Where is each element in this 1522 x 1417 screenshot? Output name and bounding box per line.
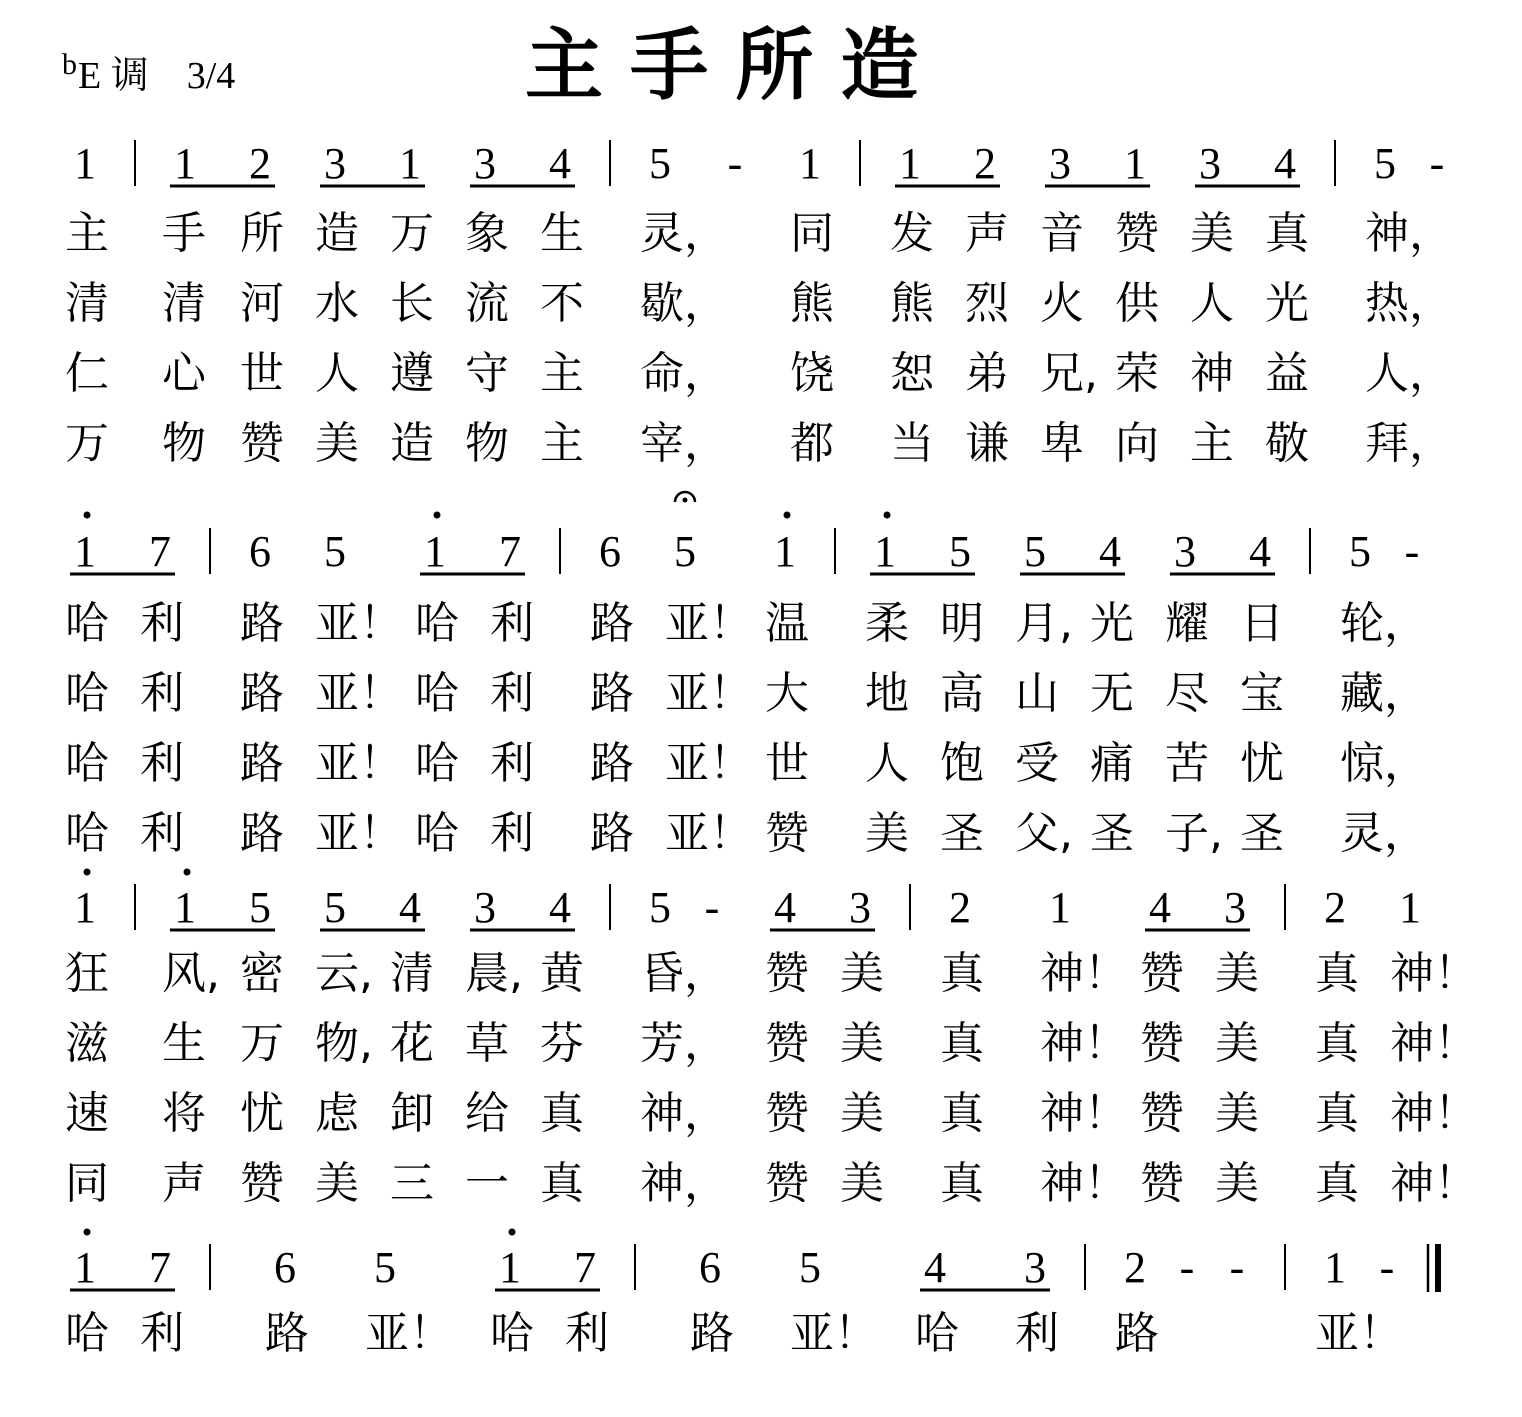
- notes-row: [74, 527, 1419, 576]
- lyric-syllable: 柔: [865, 598, 909, 649]
- lyric-syllable: 三: [390, 1158, 434, 1209]
- lyric-syllable: 益: [1265, 348, 1309, 399]
- note: 4: [1149, 883, 1171, 932]
- note: 2: [949, 883, 971, 932]
- note: 1: [899, 139, 921, 188]
- note: 6: [249, 527, 271, 576]
- lyric-syllable: 利: [565, 1308, 609, 1359]
- note: 1: [424, 527, 446, 576]
- lyric-syllable: 发: [890, 208, 934, 259]
- lyric-syllable: 哈: [415, 668, 459, 719]
- lyric-syllable: 路: [690, 1308, 734, 1359]
- lyric-syllable: 主: [540, 418, 584, 469]
- lyric-syllable: 路: [1115, 1308, 1159, 1359]
- note: 3: [1199, 139, 1221, 188]
- lyric-syllable: 忧: [240, 1088, 284, 1139]
- lyric-syllable: 路: [590, 738, 634, 789]
- lyric-syllable: 神！: [1040, 1158, 1128, 1209]
- lyric-syllable: 人，: [1365, 348, 1453, 399]
- lyric-syllable: 生: [540, 208, 584, 259]
- lyric-syllable: 山: [1015, 668, 1059, 719]
- lyric-syllable: 当: [890, 418, 934, 469]
- lyric-syllable: 狂: [65, 948, 109, 999]
- lyric-syllable: 苦: [1165, 738, 1209, 789]
- lyric-syllable: 神: [1190, 348, 1234, 399]
- dash: -: [704, 883, 720, 932]
- lyric-syllable: 所: [240, 208, 284, 259]
- note: 5: [674, 527, 696, 576]
- dash: -: [1229, 1243, 1245, 1292]
- lyric-syllable: 造: [315, 208, 359, 259]
- lyric-syllable: 温: [765, 598, 809, 649]
- note: 1: [774, 527, 796, 576]
- lyric-syllable: 亚！: [665, 738, 753, 789]
- lyric-syllable: 造: [390, 418, 434, 469]
- lyric-syllable: 风,: [162, 948, 220, 999]
- note: 1: [74, 527, 96, 576]
- lyric-syllable: 给: [465, 1088, 509, 1139]
- lyric-syllable: 真: [1315, 948, 1359, 999]
- system-4: [70, 1229, 1438, 1293]
- lyric-syllable: 云,: [315, 948, 373, 999]
- lyric-syllable: 赞: [1140, 1088, 1184, 1139]
- note: 6: [599, 527, 621, 576]
- lyric-syllable: 音: [1040, 208, 1084, 259]
- lyric-syllable: 真: [940, 1158, 984, 1209]
- lyric-syllable: 神！: [1390, 1088, 1478, 1139]
- lyric-syllable: 子,: [1165, 808, 1223, 859]
- note: 2: [974, 139, 996, 188]
- lyric-syllable: 美: [840, 948, 884, 999]
- lyric-syllable: 象: [465, 208, 509, 259]
- note: 4: [1099, 527, 1121, 576]
- high-octave-dot: [84, 512, 91, 519]
- note: 5: [949, 527, 971, 576]
- fermata: [675, 492, 695, 503]
- lyric-syllable: 卑: [1040, 418, 1084, 469]
- lyric-syllable: 亚！: [1315, 1308, 1403, 1359]
- note: 1: [399, 139, 421, 188]
- lyric-syllable: 不: [540, 278, 584, 329]
- lyric-syllable: 惊，: [1340, 738, 1428, 789]
- fermata-dot: [683, 498, 688, 503]
- lyric-syllable: 美: [315, 418, 359, 469]
- lyric-syllable: 供: [1115, 278, 1159, 329]
- note: 3: [1174, 527, 1196, 576]
- note: 1: [174, 139, 196, 188]
- lyric-syllable: 主: [65, 208, 109, 259]
- lyric-syllable: 都: [790, 418, 834, 469]
- note: 3: [1224, 883, 1246, 932]
- lyric-syllable: 哈: [65, 1308, 109, 1359]
- note: 2: [1124, 1243, 1146, 1292]
- lyric-syllable: 哈: [415, 808, 459, 859]
- lyric-syllable: 美: [865, 808, 909, 859]
- note: 1: [1399, 883, 1421, 932]
- lyric-syllable: 水: [315, 278, 359, 329]
- note: 1: [799, 139, 821, 188]
- lyric-syllable: 仁: [65, 348, 109, 399]
- lyric-syllable: 人: [1190, 278, 1234, 329]
- lyric-syllable: 神，: [1365, 208, 1453, 259]
- lyric-syllable: 美: [1215, 948, 1259, 999]
- lyric-syllable: 草: [465, 1018, 509, 1069]
- note: 4: [1274, 139, 1296, 188]
- lyric-syllable: 昏，: [640, 948, 728, 999]
- lyric-syllable: 谦: [965, 418, 1009, 469]
- lyric-syllable: 神！: [1390, 1018, 1478, 1069]
- lyric-syllable: 利: [490, 598, 534, 649]
- lyric-syllable: 美: [840, 1088, 884, 1139]
- lyric-syllable: 父,: [1015, 808, 1073, 859]
- notes-row: [74, 1243, 1394, 1292]
- note: 1: [874, 527, 896, 576]
- lyric-syllable: 美: [1215, 1088, 1259, 1139]
- lyric-syllable: 万: [390, 208, 434, 259]
- bar-lines: [210, 528, 1310, 574]
- lyric-syllable: 亚！: [665, 598, 753, 649]
- lyric-syllable: 卸: [390, 1088, 434, 1139]
- lyric-syllable: 生: [162, 1018, 206, 1069]
- lyric-syllable: 心: [162, 348, 206, 399]
- lyric-syllable: 利: [490, 738, 534, 789]
- lyric-syllable: 荣: [1115, 348, 1159, 399]
- lyric-syllable: 将: [162, 1088, 206, 1139]
- lyric-syllable: 哈: [65, 808, 109, 859]
- lyric-syllable: 黄: [540, 948, 584, 999]
- lyric-syllable: 熊: [790, 278, 834, 329]
- lyric-syllable: 同: [790, 208, 834, 259]
- lyric-syllable: 赞: [765, 1158, 809, 1209]
- lyric-syllable: 利: [140, 598, 184, 649]
- lyric-syllable: 路: [240, 668, 284, 719]
- lyric-syllable: 真: [940, 948, 984, 999]
- lyric-syllable: 清: [162, 278, 206, 329]
- lyric-syllable: 日: [1240, 598, 1284, 649]
- lyric-syllable: 拜，: [1365, 418, 1453, 469]
- lyric-syllable: 亚！: [315, 808, 403, 859]
- lyric-syllable: 尽: [1165, 668, 1209, 719]
- dash: -: [727, 139, 743, 188]
- note: 1: [74, 1243, 96, 1292]
- lyric-syllable: 灵，: [1340, 808, 1428, 859]
- octave-dots: [84, 1229, 516, 1236]
- lyric-syllable: 宰，: [640, 418, 728, 469]
- dash: -: [1429, 139, 1445, 188]
- lyric-syllable: 人: [315, 348, 359, 399]
- lyric-syllable: 物,: [315, 1018, 373, 1069]
- lyric-syllable: 世: [240, 348, 284, 399]
- note: 5: [1024, 527, 1046, 576]
- lyric-syllable: 路: [265, 1308, 309, 1359]
- note: 5: [324, 883, 346, 932]
- note: 5: [1374, 139, 1396, 188]
- lyric-syllable: 赞: [765, 1088, 809, 1139]
- lyric-syllable: 真: [1265, 208, 1309, 259]
- note: 3: [849, 883, 871, 932]
- lyric-syllable: 河: [240, 278, 284, 329]
- lyric-syllable: 圣: [1090, 808, 1134, 859]
- lyric-syllable: 清: [65, 278, 109, 329]
- system-2: [70, 492, 1419, 576]
- lyric-syllable: 世: [765, 738, 809, 789]
- note: 2: [1324, 883, 1346, 932]
- note: 1: [74, 139, 96, 188]
- note: 7: [574, 1243, 596, 1292]
- lyric-syllable: 神！: [1040, 1088, 1128, 1139]
- lyric-syllable: 亚！: [315, 738, 403, 789]
- lyric-syllable: 赞: [765, 1018, 809, 1069]
- lyric-syllable: 亚！: [365, 1308, 453, 1359]
- lyric-syllable: 万: [65, 418, 109, 469]
- lyric-syllable: 晨,: [465, 948, 523, 999]
- lyric-syllable: 敬: [1265, 418, 1309, 469]
- lyric-syllable: 熊: [890, 278, 934, 329]
- lyric-syllable: 忧: [1240, 738, 1284, 789]
- lyric-syllable: 光: [1090, 598, 1134, 649]
- note: 5: [649, 139, 671, 188]
- note: 4: [1249, 527, 1271, 576]
- lyric-syllable: 赞: [1140, 948, 1184, 999]
- lyric-syllable: 哈: [915, 1308, 959, 1359]
- lyric-syllable: 宝: [1240, 668, 1284, 719]
- lyric-syllable: 声: [162, 1158, 206, 1209]
- high-octave-dot: [784, 512, 791, 519]
- lyric-syllable: 赞: [240, 418, 284, 469]
- note: 3: [474, 139, 496, 188]
- lyric-syllable: 歇，: [640, 278, 728, 329]
- lyric-syllable: 美: [1215, 1018, 1259, 1069]
- lyric-syllable: 哈: [415, 598, 459, 649]
- lyric-syllable: 痛: [1090, 738, 1134, 789]
- dash: -: [1379, 1243, 1395, 1292]
- note: 4: [774, 883, 796, 932]
- lyric-syllable: 主: [1190, 418, 1234, 469]
- lyric-syllable: 神！: [1390, 1158, 1478, 1209]
- note: 6: [274, 1243, 296, 1292]
- lyric-syllable: 真: [1315, 1158, 1359, 1209]
- header: [62, 20, 918, 111]
- lyric-syllable: 同: [65, 1158, 109, 1209]
- note: 3: [474, 883, 496, 932]
- lyric-syllable: 速: [65, 1088, 109, 1139]
- lyric-syllable: 声: [965, 208, 1009, 259]
- high-octave-dot: [509, 1229, 516, 1236]
- note: 1: [1124, 139, 1146, 188]
- lyric-syllable: 真: [1315, 1088, 1359, 1139]
- lyric-syllable: 芳，: [640, 1018, 728, 1069]
- lyric-syllable: 路: [240, 598, 284, 649]
- note: 5: [374, 1243, 396, 1292]
- final-barline: [1428, 1244, 1438, 1292]
- lyric-syllable: 美: [840, 1158, 884, 1209]
- lyric-syllable: 美: [315, 1158, 359, 1209]
- lyric-syllable: 月,: [1015, 598, 1073, 649]
- lyric-syllable: 利: [140, 1308, 184, 1359]
- notes-row: [74, 139, 1444, 188]
- note: 4: [549, 883, 571, 932]
- lyric-syllable: 赞: [240, 1158, 284, 1209]
- lyric-syllable: 神，: [640, 1158, 728, 1209]
- lyric-syllable: 亚！: [665, 808, 753, 859]
- lyric-syllable: 真: [940, 1018, 984, 1069]
- lyric-syllable: 流: [465, 278, 509, 329]
- lyric-syllable: 遵: [390, 348, 434, 399]
- lyric-syllable: 清: [390, 948, 434, 999]
- lyric-syllable: 神！: [1390, 948, 1478, 999]
- lyric-syllable: 赞: [765, 808, 809, 859]
- lyric-syllable: 圣: [1240, 808, 1284, 859]
- lyric-syllable: 手: [162, 208, 206, 259]
- lyric-syllable: 神，: [640, 1088, 728, 1139]
- lyric-syllable: 利: [490, 808, 534, 859]
- lyric-syllable: 万: [240, 1018, 284, 1069]
- note: 1: [1049, 883, 1071, 932]
- lyric-syllable: 美: [1215, 1158, 1259, 1209]
- lyric-syllable: 光: [1265, 278, 1309, 329]
- lyric-syllable: 饶: [790, 348, 834, 399]
- lyric-syllable: 赞: [765, 948, 809, 999]
- note: 5: [249, 883, 271, 932]
- lyric-syllable: 物: [465, 418, 509, 469]
- note: 4: [924, 1243, 946, 1292]
- lyric-syllable: 利: [490, 668, 534, 719]
- lyric-syllable: 人: [865, 738, 909, 789]
- lyric-syllable: 哈: [65, 598, 109, 649]
- high-octave-dot: [84, 869, 91, 876]
- note: 4: [549, 139, 571, 188]
- notes-row: [74, 883, 1421, 932]
- lyric-syllable: 真: [1315, 1018, 1359, 1069]
- lyric-syllable: 亚！: [790, 1308, 878, 1359]
- lyric-syllable: 藏，: [1340, 668, 1428, 719]
- lyric-syllable: 亚！: [315, 668, 403, 719]
- key-flat-sign: b: [62, 48, 77, 81]
- lyric-syllable: 利: [140, 808, 184, 859]
- lyric-syllable: 赞: [1140, 1018, 1184, 1069]
- lyric-syllable: 热，: [1365, 278, 1453, 329]
- note: 5: [799, 1243, 821, 1292]
- note: 5: [324, 527, 346, 576]
- note: 7: [499, 527, 521, 576]
- high-octave-dot: [184, 869, 191, 876]
- lyric-syllable: 长: [390, 278, 434, 329]
- lyric-syllable: 地: [865, 668, 909, 719]
- lyric-syllable: 路: [240, 738, 284, 789]
- lyric-syllable: 守: [465, 348, 509, 399]
- lyric-syllable: 恕: [890, 348, 934, 399]
- lyric-syllable: 烈: [965, 278, 1009, 329]
- lyric-syllable: 利: [140, 738, 184, 789]
- lyric-syllable: 神！: [1040, 948, 1128, 999]
- note: 2: [249, 139, 271, 188]
- lyric-syllable: 哈: [65, 738, 109, 789]
- key-signature: E 调 3/4: [78, 55, 236, 97]
- lyric-syllable: 美: [1190, 208, 1234, 259]
- lyric-syllable: 哈: [490, 1308, 534, 1359]
- high-octave-dot: [434, 512, 441, 519]
- lyric-syllable: 赞: [1115, 208, 1159, 259]
- lyric-syllable: 受: [1015, 738, 1059, 789]
- note: 3: [1049, 139, 1071, 188]
- note: 3: [324, 139, 346, 188]
- dash: -: [1404, 527, 1420, 576]
- lyric-syllable: 耀: [1165, 598, 1209, 649]
- note: 5: [1349, 527, 1371, 576]
- lyric-syllable: 轮，: [1340, 598, 1428, 649]
- note: 1: [174, 883, 196, 932]
- lyric-syllable: 一: [465, 1158, 509, 1209]
- lyric-syllable: 路: [590, 808, 634, 859]
- lyric-syllable: 滋: [65, 1018, 109, 1069]
- lyrics: [65, 208, 1478, 1359]
- lyric-syllable: 美: [840, 1018, 884, 1069]
- lyric-syllable: 圣: [940, 808, 984, 859]
- lyric-syllable: 向: [1115, 418, 1159, 469]
- lyric-syllable: 花: [390, 1018, 434, 1069]
- note: 1: [1324, 1243, 1346, 1292]
- lyric-syllable: 芬: [540, 1018, 584, 1069]
- lyric-syllable: 火: [1040, 278, 1084, 329]
- lyric-syllable: 利: [1015, 1308, 1059, 1359]
- dash: -: [1179, 1243, 1195, 1292]
- lyric-syllable: 路: [240, 808, 284, 859]
- lyric-syllable: 主: [540, 348, 584, 399]
- lyric-syllable: 高: [940, 668, 984, 719]
- lyric-syllable: 神！: [1040, 1018, 1128, 1069]
- note: 7: [149, 527, 171, 576]
- high-octave-dot: [84, 1229, 91, 1236]
- lyric-syllable: 路: [590, 598, 634, 649]
- lyric-syllable: 利: [140, 668, 184, 719]
- note: 7: [149, 1243, 171, 1292]
- lyric-syllable: 大: [765, 668, 809, 719]
- lyric-syllable: 亚！: [315, 598, 403, 649]
- lyric-syllable: 明: [940, 598, 984, 649]
- lyric-syllable: 哈: [65, 668, 109, 719]
- lyric-syllable: 亚！: [665, 668, 753, 719]
- lyric-syllable: 物: [162, 418, 206, 469]
- lyric-syllable: 无: [1090, 668, 1134, 719]
- system-3: [74, 869, 1421, 933]
- note: 4: [399, 883, 421, 932]
- lyric-syllable: 命，: [640, 348, 728, 399]
- lyric-syllable: 真: [540, 1158, 584, 1209]
- lyric-syllable: 虑: [315, 1088, 359, 1139]
- lyric-syllable: 弟: [965, 348, 1009, 399]
- note: 3: [1024, 1243, 1046, 1292]
- system-1: [74, 139, 1444, 188]
- lyric-syllable: 真: [540, 1088, 584, 1139]
- lyric-syllable: 兄,: [1040, 348, 1098, 399]
- lyric-syllable: 真: [940, 1088, 984, 1139]
- note: 6: [699, 1243, 721, 1292]
- lyric-syllable: 赞: [1140, 1158, 1184, 1209]
- octave-dots: [84, 512, 891, 519]
- octave-dots: [84, 869, 191, 876]
- lyric-syllable: 密: [240, 948, 284, 999]
- lyric-syllable: 饱: [940, 738, 984, 789]
- lyric-syllable: 灵，: [640, 208, 728, 259]
- note: 1: [74, 883, 96, 932]
- high-octave-dot: [884, 512, 891, 519]
- lyric-syllable: 哈: [415, 738, 459, 789]
- note: 5: [649, 883, 671, 932]
- lyric-syllable: 路: [590, 668, 634, 719]
- note: 1: [499, 1243, 521, 1292]
- song-title: 主 手 所 造: [525, 20, 919, 111]
